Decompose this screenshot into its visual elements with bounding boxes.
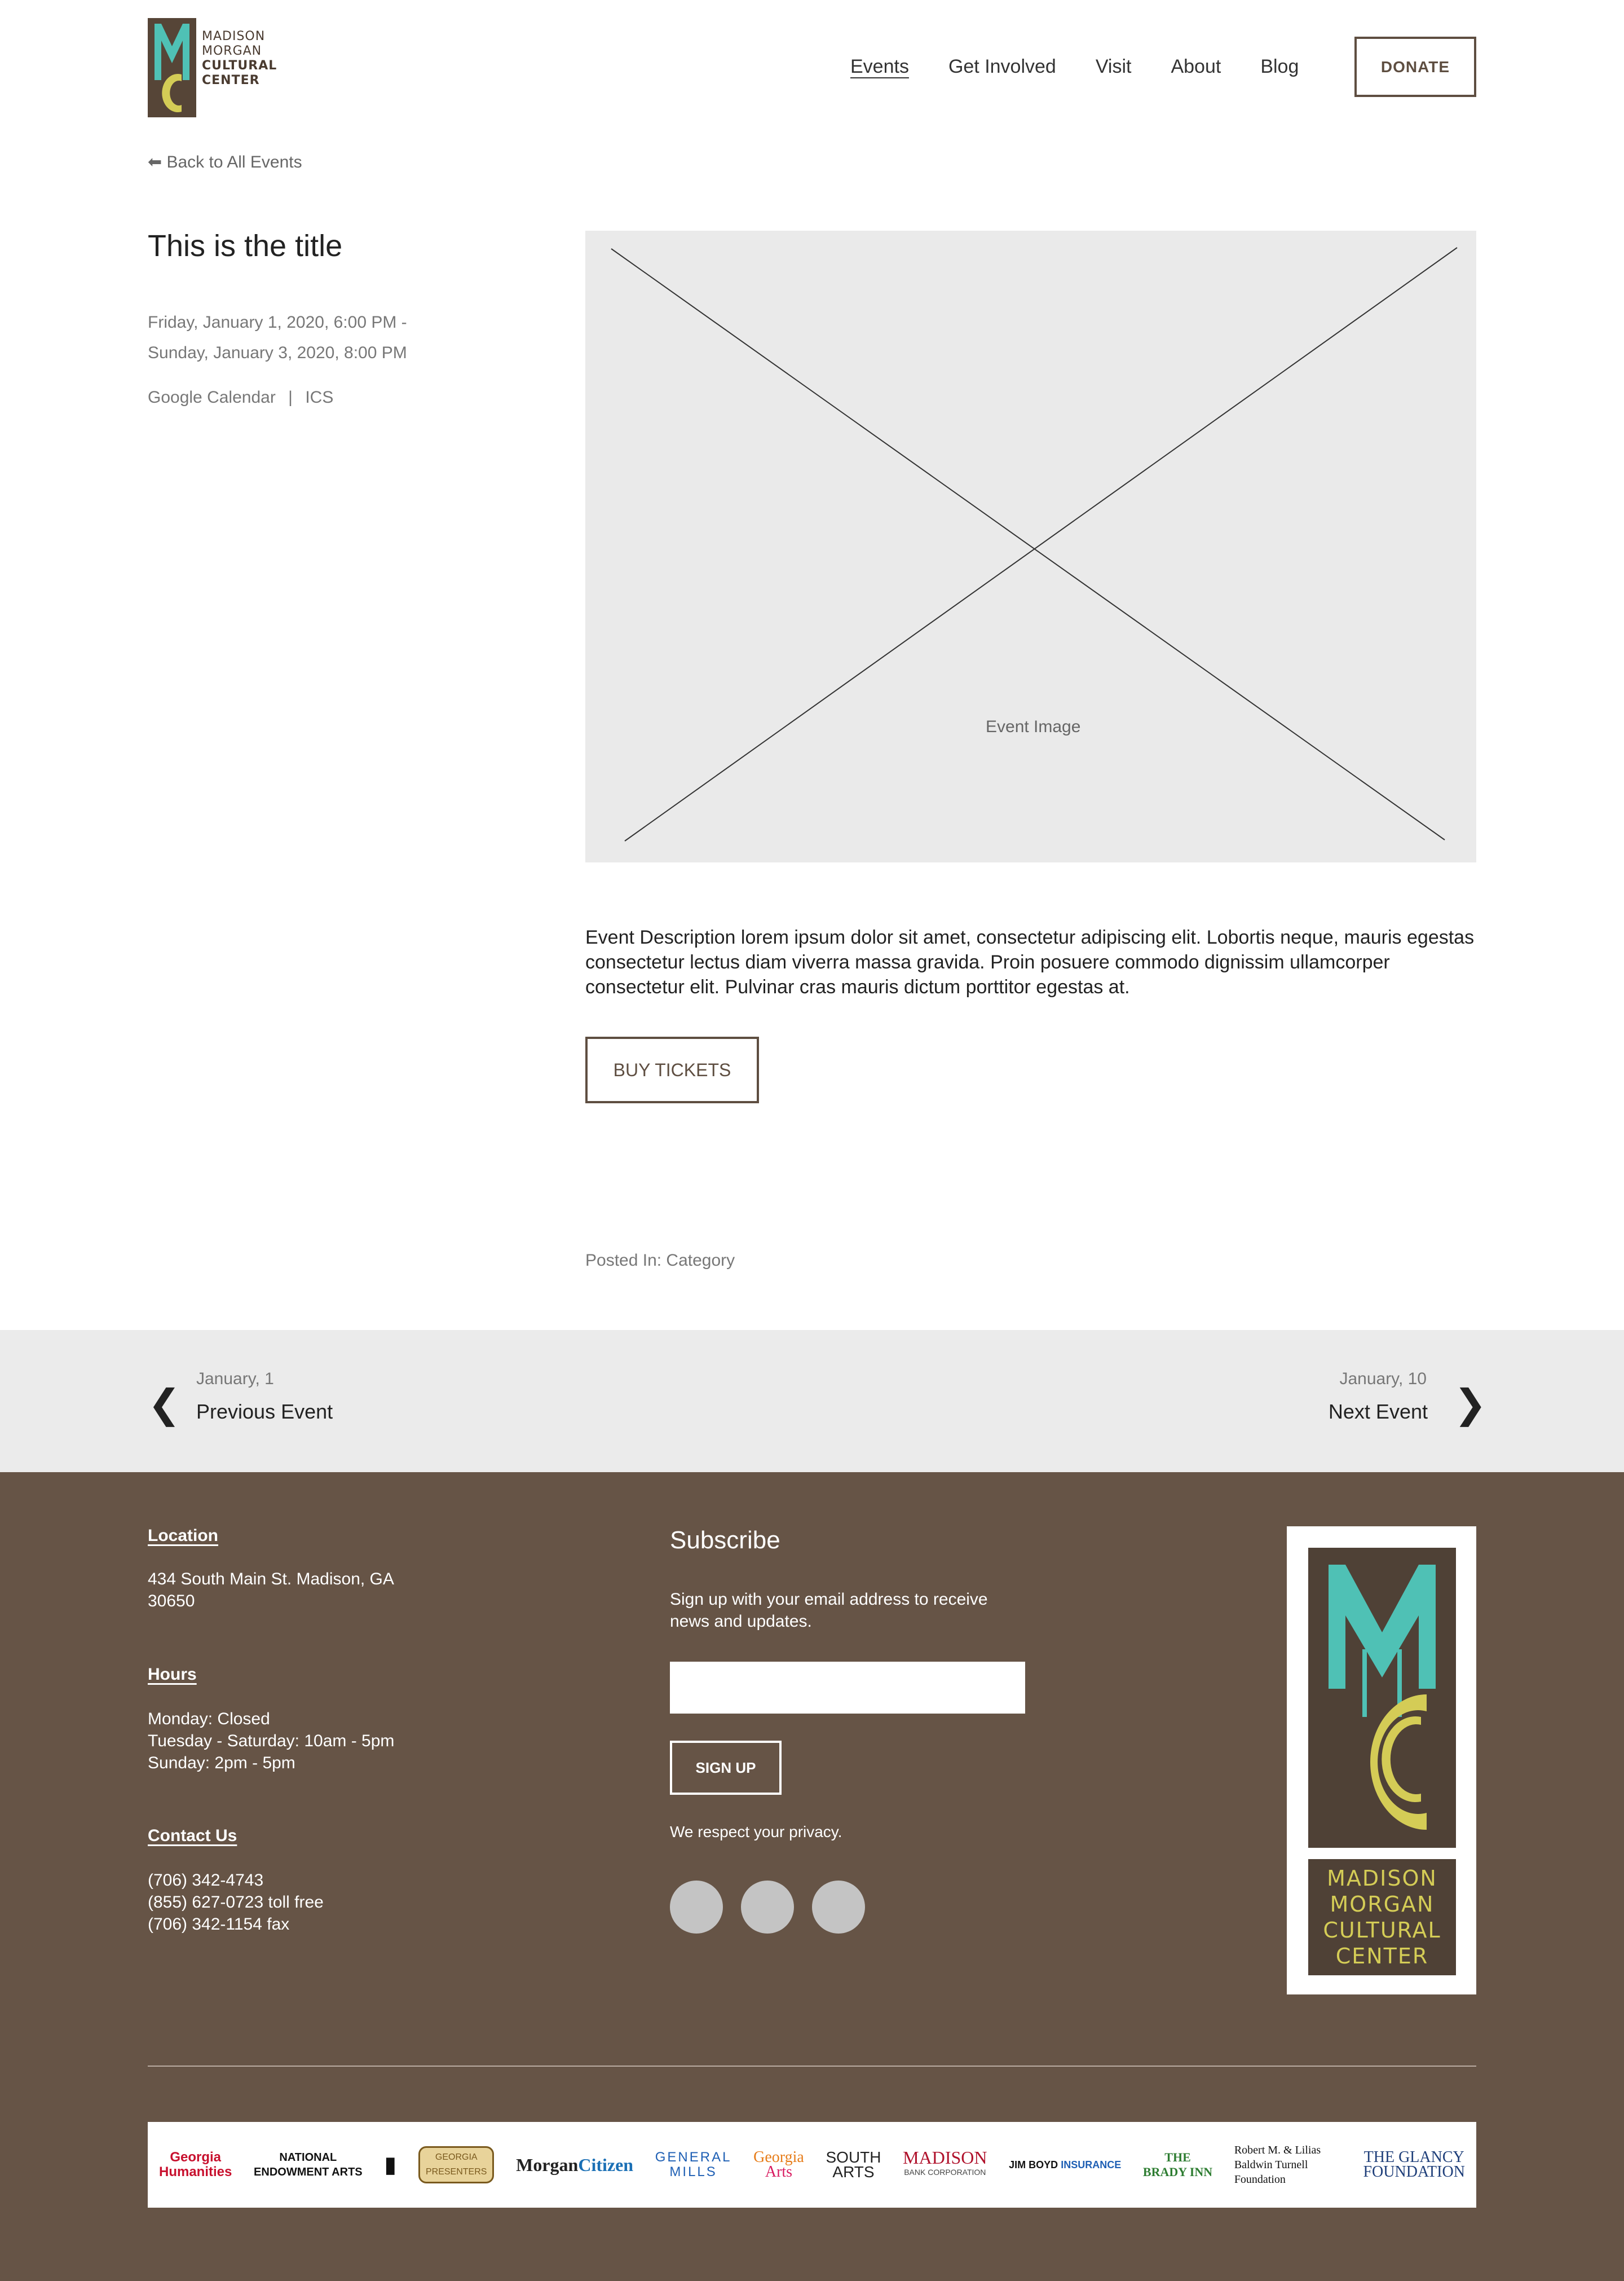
hours-heading: Hours	[148, 1665, 197, 1684]
email-input[interactable]	[670, 1662, 1025, 1714]
hours-line: Tuesday - Saturday: 10am - 5pm	[148, 1732, 395, 1750]
google-calendar-link[interactable]: Google Calendar	[148, 388, 276, 407]
event-description: Event Description lorem ipsum dolor sit amet, consectetur adipiscing elit. Lobortis neque, mauris egestas consectetur lectus diam viverra massa gravida. Proin posuere commodo dignissim ullamcorper consectetur elit. Pulvinar cras mauris dictum porttitor egestas at.	[585, 927, 1475, 998]
chevron-right-icon[interactable]: ❯	[1454, 1381, 1487, 1427]
hours-line: Monday: Closed	[148, 1710, 270, 1728]
footer-logo-line: CENTER	[1335, 1944, 1429, 1969]
sponsor-text: MADISON	[903, 2147, 987, 2168]
sponsor-text: Robert M. & Lilias	[1234, 2144, 1321, 2156]
footer-logo-line: MADISON	[1327, 1866, 1437, 1891]
logo-line: CENTER	[202, 73, 260, 87]
nav-events[interactable]: Events	[850, 55, 909, 77]
footer-logo-line: MORGAN	[1330, 1892, 1435, 1917]
sponsor-logo-brady-inn[interactable]	[1143, 2150, 1212, 2179]
sponsor-logo-nea[interactable]	[254, 2150, 363, 2179]
social-icon[interactable]	[670, 1881, 723, 1934]
nav-blog[interactable]: Blog	[1260, 55, 1299, 77]
contact-heading: Contact Us	[148, 1826, 237, 1845]
mmcc-monogram-icon	[1308, 1548, 1456, 1848]
sponsor-logo-south-arts[interactable]	[826, 2150, 881, 2179]
calendar-links	[148, 388, 341, 407]
calendar-separator: |	[288, 388, 293, 407]
logo-wordmark	[202, 29, 277, 88]
sponsor-text: THE	[1164, 2150, 1191, 2164]
sponsor-logo-glancy-foundation[interactable]	[1363, 2150, 1464, 2179]
sponsor-text: JIM BOYD	[1009, 2159, 1058, 2170]
sponsor-text: Georgia	[170, 2150, 222, 2165]
sponsor-text: FOUNDATION	[1363, 2163, 1465, 2181]
nav-visit[interactable]: Visit	[1095, 55, 1132, 77]
sponsor-logo-georgia-presenters[interactable]	[418, 2146, 494, 2183]
sponsor-text: BANK CORPORATION	[904, 2168, 986, 2177]
previous-event-date: January, 1	[196, 1370, 274, 1388]
logo-mark-icon	[148, 18, 196, 117]
sponsor-text: BRADY INN	[1142, 2165, 1213, 2179]
placeholder-cross-icon	[585, 231, 1476, 862]
subscribe-heading: Subscribe	[670, 1526, 780, 1554]
event-date-start: Friday, January 1, 2020, 6:00 PM -	[148, 313, 407, 332]
sponsor-text: Baldwin Turnell Foundation	[1234, 2159, 1308, 2186]
event-image-placeholder	[585, 231, 1476, 862]
footer-logo-line: CULTURAL	[1323, 1918, 1441, 1943]
event-title: This is the title	[148, 229, 343, 263]
buy-tickets-button[interactable]: BUY TICKETS	[585, 1037, 759, 1103]
sign-up-button[interactable]: SIGN UP	[670, 1741, 782, 1795]
next-event-link[interactable]: Next Event	[1328, 1400, 1428, 1423]
sponsor-logo-madison-bank[interactable]	[903, 2147, 987, 2179]
event-image-label: Event Image	[986, 717, 1081, 736]
sponsor-logo-morgan-citizen[interactable]	[516, 2155, 634, 2175]
sponsor-text: Morgan	[516, 2155, 579, 2175]
donate-button[interactable]: DONATE	[1354, 37, 1476, 97]
sponsor-logo-building[interactable]	[384, 2152, 397, 2177]
toll-free-number[interactable]: (855) 627-0723 toll free	[148, 1893, 324, 1912]
sponsor-text: GEORGIA	[435, 2152, 478, 2162]
logo-line: MADISON	[202, 29, 266, 43]
privacy-note: We respect your privacy.	[670, 1823, 842, 1840]
sponsor-logo-georgia-humanities[interactable]	[159, 2150, 232, 2179]
ics-link[interactable]: ICS	[305, 388, 334, 407]
social-icon[interactable]	[741, 1881, 794, 1934]
posted-in-category[interactable]: Posted In: Category	[585, 1251, 735, 1270]
sponsor-text: NATIONAL	[279, 2151, 337, 2164]
main-nav	[850, 54, 1338, 79]
sponsor-text: ▮	[384, 2152, 397, 2177]
nav-get-involved[interactable]: Get Involved	[948, 55, 1056, 77]
sponsor-logo-general-mills[interactable]	[655, 2150, 732, 2179]
sponsor-text: Arts	[765, 2163, 793, 2181]
sponsor-text: Georgia	[753, 2148, 804, 2166]
sponsor-text: Citizen	[578, 2155, 634, 2175]
contact-list	[148, 1869, 324, 1935]
sponsor-logos	[148, 2122, 1476, 2208]
nav-about[interactable]: About	[1171, 55, 1221, 77]
sponsor-text: THE GLANCY	[1363, 2148, 1464, 2166]
sponsor-text: INSURANCE	[1061, 2159, 1122, 2170]
previous-event-link[interactable]: Previous Event	[196, 1400, 333, 1423]
event-dates	[148, 307, 407, 368]
fax-number: (706) 342-1154 fax	[148, 1915, 290, 1934]
hours-line: Sunday: 2pm - 5pm	[148, 1754, 295, 1772]
footer-logo	[1287, 1526, 1476, 1994]
footer-logo-wordmark	[1308, 1859, 1456, 1975]
sponsor-logo-jim-boyd-insurance[interactable]	[1009, 2157, 1121, 2172]
sponsor-text: SOUTH	[826, 2148, 881, 2166]
location-heading: Location	[148, 1526, 218, 1545]
event-date-end: Sunday, January 3, 2020, 8:00 PM	[148, 344, 407, 362]
hours-list	[148, 1708, 394, 1774]
chevron-left-icon[interactable]: ❮	[148, 1381, 181, 1427]
sponsor-text: MILLS	[669, 2164, 717, 2179]
sponsor-text: Humanities	[159, 2164, 232, 2179]
footer-divider	[148, 2066, 1476, 2067]
logo-line: MORGAN	[202, 44, 262, 58]
site-logo[interactable]	[148, 18, 283, 117]
subscribe-description: Sign up with your email address to receive news and updates.	[670, 1590, 988, 1631]
sponsor-logo-baldwin-turnell-foundation[interactable]	[1234, 2143, 1341, 2187]
sponsor-text: GENERAL	[655, 2150, 732, 2165]
sponsor-logo-georgia-arts[interactable]	[753, 2150, 804, 2179]
logo-line: CULTURAL	[202, 59, 277, 73]
sponsor-text: PRESENTERS	[425, 2167, 487, 2177]
social-icon[interactable]	[812, 1881, 865, 1934]
sponsor-text: ARTS	[832, 2163, 875, 2181]
sponsor-text: ENDOWMENT ARTS	[254, 2166, 363, 2178]
phone-number[interactable]: (706) 342-4743	[148, 1871, 264, 1890]
location-address: 434 South Main St. Madison, GA 30650	[148, 1570, 394, 1610]
next-event-date: January, 10	[1339, 1370, 1427, 1388]
back-to-events-link[interactable]: ⬅ Back to All Events	[148, 153, 302, 171]
